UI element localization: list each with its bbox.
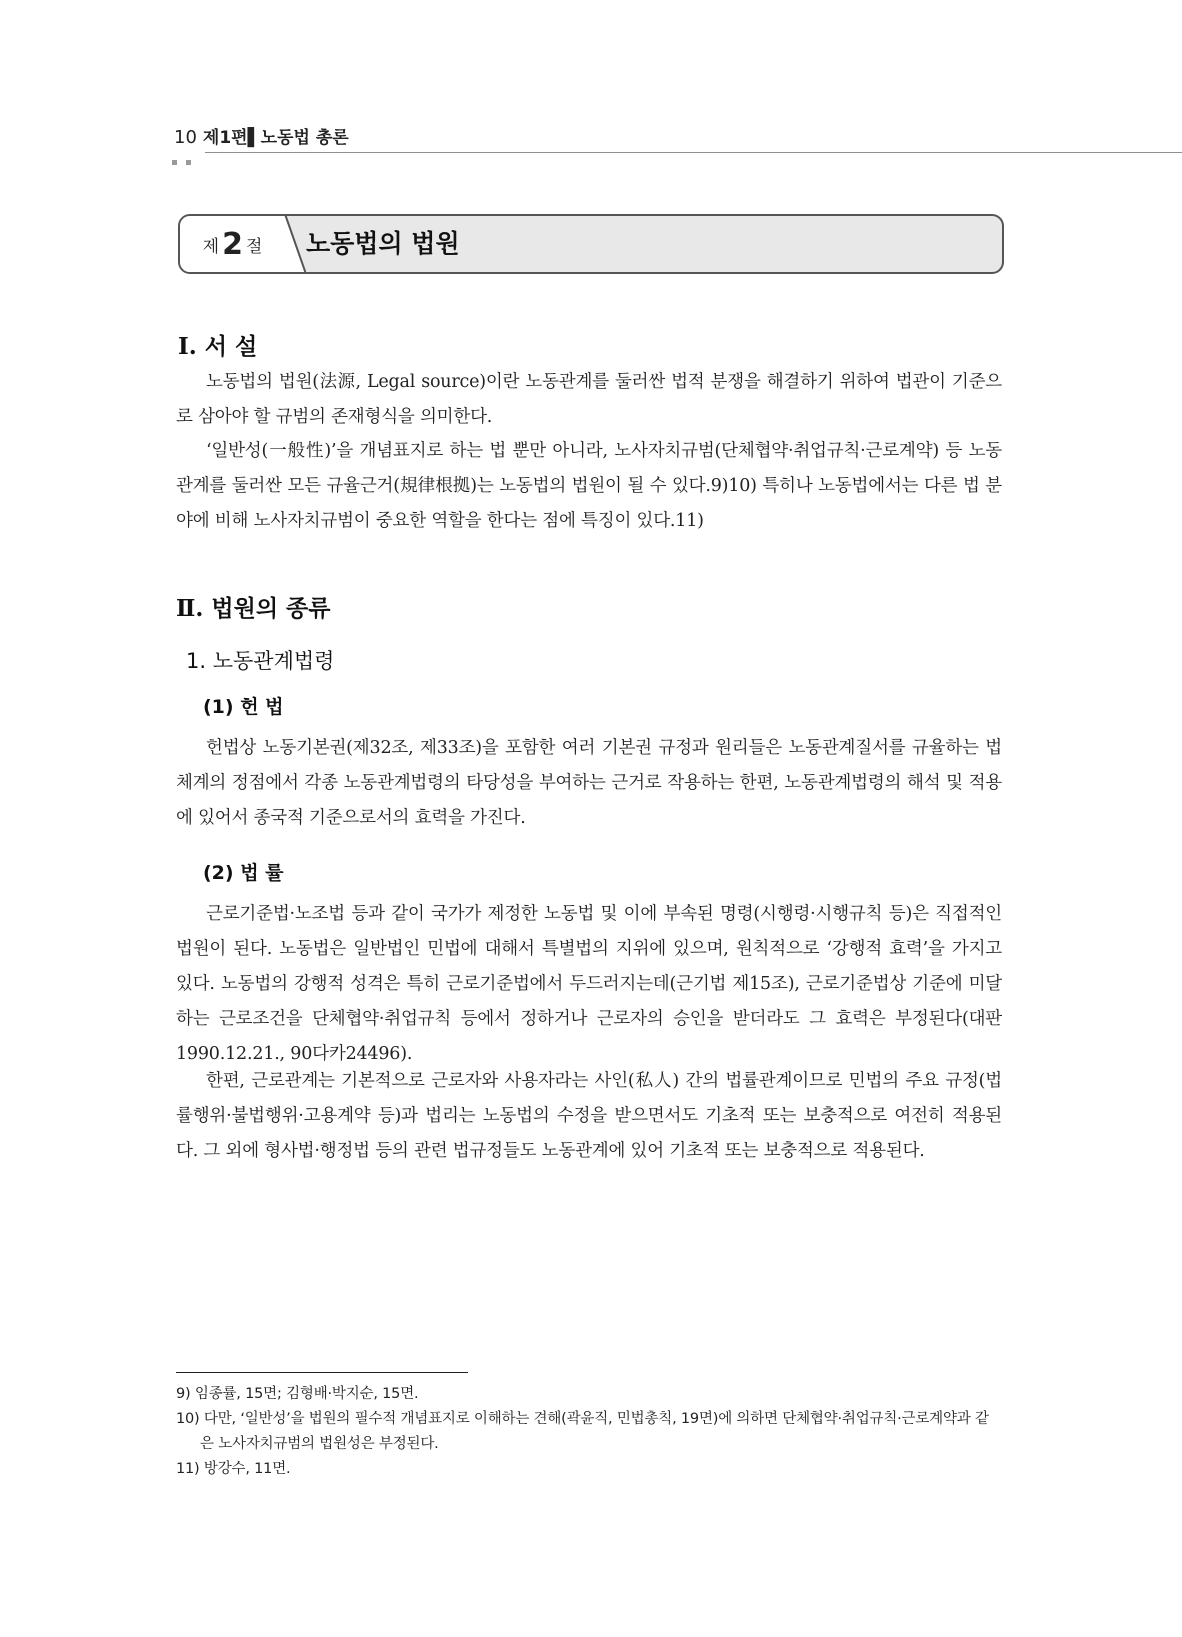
part-title: 노동법 총론 (260, 128, 349, 148)
header-dots (172, 150, 200, 169)
heading-types-of-sources: Ⅱ. 법원의 종류 (176, 595, 331, 622)
footnote-rule (176, 1372, 468, 1373)
paragraph-constitution: 헌법상 노동기본권(제32조, 제33조)을 포함한 여러 기본권 규정과 원리들은 노동관계질서를 규율하는 법체계의 정점에서 각종 노동관계법령의 타당성을 부여하는 근거로 작용하는 한편, 노동관계법령의 해석 및 적용에 있어서 종국적 기준으로서의 효력을 가진다. (176, 738, 1002, 828)
section-prefix: 제 (202, 236, 220, 257)
paragraph-statutes: 근로기준법·노조법 등과 같이 국가가 제정한 노동법 및 이에 부속된 명령(시행령·시행규칙 등)은 직접적인 법원이 된다. 노동법은 일반법인 민법에 대해서 특별법의 지위에 있으며, 원칙적으로 ‘강행적 효력’을 가지고 있다. 노동법의 강행적 성격은 특히 근로기준법에서 두드러지는데(근기법 제15조), 근로기준법상 기준에 미달하는 근로조건을 단체협약·취업규칙 등에서 정하거나 근로자의 승인을 받더라도 그 효력은 부정된다(대판 1990.12.21., 90다카24496). (176, 904, 1002, 1064)
heading-constitution: (1) 헌 법 (203, 696, 284, 718)
header-separator: ▌ (247, 128, 261, 148)
footnote-11: 11) 방강수, 11면. (176, 1461, 291, 1477)
paragraph-generality: ‘일반성(一般性)’을 개념표지로 하는 법 뿐만 아니라, 노사자치규범(단체협약·취업규칙·근로계약) 등 노동관계를 둘러싼 모든 규율근거(規律根拠)는 노동법의 법원이 될 수 있다.9)10) 특히나 노동법에서는 다른 법 분야에 비해 노사자치규범이 중요한 역할을 한다는 점에 특징이 있다.11) (176, 441, 1002, 531)
part-label: 제1편 (202, 128, 248, 148)
section-number-label (180, 216, 285, 272)
footnote-9: 9) 임종률, 15면; 김형배·박지순, 15면. (176, 1386, 419, 1402)
footnote-10: 10) 다만, ‘일반성’을 법원의 필수적 개념표지로 이해하는 견해(곽윤직, 민법총칙, 19면)에 의하면 단체협약·취업규칙·근로계약과 같은 노사자치규범의 법원성은 부정된다. (176, 1411, 989, 1452)
header-rule (205, 152, 1182, 153)
section-divider-slant (276, 214, 306, 274)
heading-statutes: (2) 법 률 (203, 862, 284, 884)
paragraph-definition: 노동법의 법원(法源, Legal source)이란 노동관계를 둘러싼 법적 분쟁을 해결하기 위하여 법관이 기준으로 삼아야 할 규범의 존재형식을 의미한다. (176, 372, 1002, 427)
page-number: 10 (174, 127, 197, 148)
section-title: 노동법의 법원 (306, 229, 460, 258)
section-number: 2 (222, 226, 243, 262)
running-header (174, 123, 349, 148)
footnotes (176, 1382, 1002, 1482)
paragraph-civil-law: 한편, 근로관계는 기본적으로 근로자와 사용자라는 사인(私人) 간의 법률관계이므로 민법의 주요 규정(법률행위·불법행위·고용계약 등)과 법리는 노동법의 수정을 받으면서도 기초적 또는 보충적으로 여전히 적용된다. 그 외에 형사법·행정법 등의 관련 법규정들도 노동관계에 있어 기초적 또는 보충적으로 적용된다. (176, 1071, 1002, 1161)
section-suffix: 절 (245, 236, 263, 257)
section-title-box (178, 214, 1004, 274)
heading-introduction: Ⅰ. 서 설 (178, 333, 258, 360)
heading-labor-statutes: 1. 노동관계법령 (186, 649, 335, 673)
